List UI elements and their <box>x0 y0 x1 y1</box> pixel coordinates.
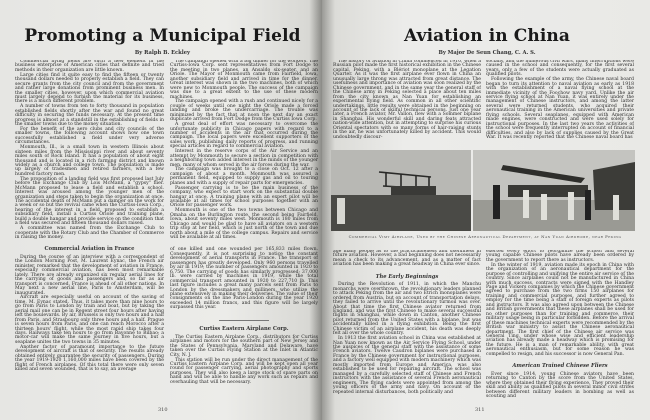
section-heading: Commercial Aviation in France <box>44 246 135 253</box>
photo-caption: Commercial Vimy Airplane, Used by the Chinese Aeronautical Department, at Nan Yuan Airdrome, near Peking <box>348 234 622 239</box>
paragraph: Interest in the reserve corps of the Air Service and an attempt by Monmouth to secure a section in competition with a neighboring town added interest in the minds of the younger men, many of whom served in the air forces during the war. <box>170 149 318 168</box>
page-number: 310 <box>158 407 168 413</box>
divider <box>219 320 269 321</box>
paragraph: Monmouth is one of the two towns between Chicago and Omaha on the Burlington route, the second being Fairfield, Iowa, about seventy miles west. Monmouth is 180 miles from Chicago and would be glad to have all aviators on a western trip stop at her field, which is just north of the town and due north about a mile of the college campus. Repairs and service will be available at all times. <box>170 208 318 241</box>
paragraph: Another factor of paramount importance to the future development of aircraft is that of security. The results already obtained entirely guarantee the security of passengers. During the year 1919-1920 1,160,000 miles have been covered by the flight of French airplanes. Of this total there were only seven killed and seven wounded, that is to say, an average <box>15 344 164 373</box>
section-heading: American Trained Chinese Fliers <box>512 363 608 370</box>
paragraph: During the course of an interview with a correspondent of the London Morning Post, M. Laurent Eynac, the French air minister, remarked that the development of aviation in France, especially commercial aviation, has been most remarkable lately. There are already organized six regular aerial lines for the carrying of goods and passengers and, so far as air transport is concerned, France is ahead of all other nations. In May next a new aerial line, Paris to Amsterdam, will be inaugurated. <box>15 254 164 296</box>
article-title: Promoting a Municipal Field <box>24 26 301 46</box>
paragraph: Ever since 1914, young Chinese aviators have been returning to Canton by the score from the United States, where they obtained their flying experience. They proved their skill and ability as qualified pilots in several minor civil strifes between different military leaders in bombing as well as scouting and <box>486 371 634 399</box>
paragraph: The campaign was brought to a close on Oct. 12 after a campaign of about a month. Monmouth was assured a permanent field, equipped to supply gas and oil to touring planes and with a supply of repair parts for emergencies. <box>170 167 318 186</box>
page-number: 311 <box>475 407 485 413</box>
airplane-photo-right <box>473 150 635 231</box>
paragraph: A number of towns from ten to forty thousand in population established fields shortly after the war and found no great difficulty in securing the funds necessary. At the present time progress is almost at a standstill in the establishing of fields in the smaller towns due to the money situation. <box>15 104 164 128</box>
right-column-1-top <box>333 60 481 147</box>
right-column-2-top <box>486 60 634 147</box>
paragraph: The proposition of a landing field was first proposed last July before the Exchange Club by Lois McMann, a "gypsy" flier. McMann proposed to lease a field and establish a school. Interest was aroused among the younger men of the organization and steps taken to begin the organization at once. The accidental death of McMann put a damper on the work for a week or so but the revival came when the Curtiss-Iowa Corp., hearing of the interest in a field, proposed to establish a subsidiary field, install a Curtiss Oriole and training plane, build a double hangar and provide service on the condition that a field was secured and fifteen thousand dollars raised. <box>15 176 164 227</box>
paragraph: Large cities find it quite easy to find the fifteen or twenty thousand dollars needed to properly establish a field. They can secure grants from the city council and from the government and rather large donations from prominent business men. In the smaller cities, however, upon which commercial aviation must largely depend to furnish the material for its business, there is a much different problem. <box>15 72 164 105</box>
paragraph: The Curtiss Eastern Airplane Corp., distributors for Curtiss airplanes and motors for the southern part of New Jersey and the States of Pennsylvania, Maryland and Delaware, have taken over the Curtiss Flying Station at the Inlet in Atlantic City, N. J. <box>170 334 318 358</box>
right-column-1-bottom <box>333 250 481 408</box>
paragraph: of one killed and one wounded per 165,833 miles flown. Consequently, it is not surprising to notice the constant development of aerial transports in France. The transport of passengers has greatly developed. Only 960 persons travelled by air in 1919; the number of passengers amounted in 1920 to 6,750. The carrying of goods has similarly progressed; 37,000 lb. were carried by machines in 1919, while the total commercial transport amounted in 1920 to 227,710 lb. This last figure includes a great many parcels sent from Paris to London by the dressmakers and milliners, who utilize the plane extensively in making their deliveries. The value of their consignments on the line Paris-London during the year 1920 exceeded 14 million francs, and this figure will be largely surpassed this year. <box>170 247 318 311</box>
right-column-2-bottom <box>486 250 634 408</box>
left-column-2 <box>170 60 318 406</box>
paragraph: Monmouth, Ill., is a small town in western Illinois about sixteen miles from the Mississippi river and about seventy miles south of Rock Island. It has a population of about eight thousand and is located in a rich farming district and known widely as a church and college town. The population is made up largely of tradesmen and retired farmers, with a few hundred factory men. <box>15 145 164 177</box>
paragraph: age many people as to the practicableness and usefulness in future aviation. However, a bad beginning does not necessarily mean a check to its advancement, and as a matter of fact aviation has been making a great headway in China ever since. <box>333 250 481 268</box>
section-heading: Curtiss Eastern Airplane Corp. <box>199 326 289 333</box>
paragraph: A great deal of effort was necessary to overcome the unfortunate publicity in Chicago papers with regard to a number of accidents in the air that occurred during the campaign. The local papers were excellent supporters of the sales work, publishing daily reports of progress, and running special articles in regard to commercial aviation. <box>170 122 318 150</box>
left-column-1 <box>15 60 164 410</box>
paragraph: The campaign opened with a rush and continued nicely for a couple of weeks until one night the Oriole made a forced landing and broke the undercarriage. The trouble was minimized by the fact that at noon the next day an exact duplicate arrived from Fort Dodge from the Curtiss Iowa Corp. <box>170 99 318 123</box>
paragraph: A committee was named from the Exchange Club to cooperate with the Rotary Club and the Chamber of Commerce in raising the money. <box>15 226 164 241</box>
left-page <box>0 0 322 420</box>
paragraph: Following the example of the army, the Chinese naval board began to turn its attention to naval aviation as early as 1918 with the establishment of a naval flying school at the immediate vicinity of the Foochow navy yard. Unlike the air service flying school at Nan Yuan, it was entirely under the management of Chinese instructors, and among the latter several were returned students, who acquired their aeronautical training in the American universities and private flying schools. Several seaplanes, equipped with American made engines, were constructed and were used solely for instructional purposes. In the last two years the activities of the school were frequently interrupted on account of financial difficulties, and also by lack of supplies caused by the Great War. It was recently reported that the Chinese naval board has <box>486 77 634 141</box>
paragraph: Aircraft are especially useful on account of the saving of time, M. Eynac stated. Thus, it takes more than nine hours to go from Paris to London by train and boat, but by taking the aerial mail one can be in Regent street four hours after having left the boulevards. By air, Brussels is only two hours and a half from Paris, and Strasbourg only three hours and a half. Prague is seven hours from Paris, and one can reach Morocco after a thirteen hours' flight, while the most rapid ship takes four days. Railways take ten hours to go from Bayonne to Bilbao; a motor-car will make the same journey in five hours, but a seaplane unites the two towns in 35 minutes. <box>15 295 164 345</box>
paragraph: socially, and the numerous civil wars, many interruptions were caused in the school and consequently, for the first several years, only a few of the students were actually graduated as qualified pilots. <box>486 60 634 78</box>
paragraph: The campaign opened with a big dinner for the workers. The Curtiss-Iowa Corp. sent representatives from Fort Dodge to the meeting in two planes, an Ansaldo six-seater, and an Oriole. The Mayor of Monmouth came from Fairfield, Iowa, another subsidiary field and arrived in time for the dinner. Great interest was shown in the two machines, both of which were new to Monmouth people. The success of the campaign was due to a great extent to the use of these modern machines. <box>170 60 318 100</box>
paragraph: For the benefit of the aero clubs and city councils of the smaller towns, the following account shows how one town successfully established a field under very adverse circumstances. <box>15 126 164 146</box>
byline: By Major De Seun Chang, C. A. S. <box>438 50 536 56</box>
airplane-photo-left <box>331 150 471 231</box>
paragraph: exerted every effort to reorganize the school and several young capable Chinese pilots have already been ordered by the government to report there as instructors. <box>486 250 634 263</box>
paragraph: This station will be run under the direct management of the Curtiss Eastern Airplane Corp. and will be kept open all year round for passenger carrying, aerial photography and sports purposes. They will also keep a large stock of spare parts on hand and will be able to handle any work such as repairs and overhauling that will be necessary. <box>170 357 318 385</box>
article-title: Aviation in China <box>404 26 570 46</box>
paragraph: Passenger carrying is to be the main business of the company, who expect to start work on the substantial double hangar at once. A training plane with an expert pilot will be available at all times for school purposes together with an Oriole for passenger work. <box>170 185 318 209</box>
section-heading: The Early Beginnings <box>375 273 439 280</box>
paragraph: In 1913 the first aviation school in China was established at Nan Yuan now known as the Air Service Flying School, under the auspices of the general staff with the assistance of some French aviators. Twelve Caudron biplanes were purchased in France by the Chinese government for instructional purposes, and a factory well equipped with modern machinery which was mostly imported from Europe and America, was also established to be used for repairing aircraft. The school was managed by a carefully selected staff of Chinese and French instructors with the assistance of several French aeronautical engineers. The flying cadets were appointed from among the young officers of the army and navy. On account of the repeated internal disturbances, both politically and <box>333 336 481 395</box>
byline: By Ralph B. Eckley <box>134 50 191 56</box>
paragraph: The history of aviation in China commenced in 1910, when a Russian pilot made the first historical exhibition in the Chinese capital, Peking, with a Blériot monoplane at the Legation Quarter. As it was the first airplane ever flown in China an unusually large throng was attracted from great distance. The usefulness and importance of aviation was soon realized by the Chinese government, and in the same year the general staff of the Chinese army in Peking selected a place about ten miles from the city known as Nan Yuan for establishing an experimental flying field. As common in all other scientific undertakings, little results were obtained in the beginning on account of the lack of skilful technical persons. Just one year later, a French aviator, Mr. Vallon, flew with a Sommer biplane in Shanghai. His wonderful skill and daring feats attracted nation-wide attention, but in attempting to surprise his curious Oriental spectators with so many forms of hair-raising stunts in the air, he was unfortunately killed by accident. This would undoubtedly discour- <box>333 60 481 140</box>
paragraph: During the Revolution of 1911, in which the Manchu monarchs were overthrown, the revolutionary leaders planned to attack Peking from the air and two Etrich monoplanes were ordered from Austria, but on account of transportation delays, they failed to arrive until the revolutionary turmoil was over. About that time the first Chinese aviator returned from England, and was the first Chinese to make several successful flights in Shanghai, while down in Canton, another Chinese pilot returned from the United States with a biplane, but was accidentally killed in a flying exhibition. Being the first Chinese victim of an airplane accident, his death was deeply felt all over the whole country. <box>333 282 481 337</box>
paragraph: Commercial flying fields are such a new element in the business enterprise of American cities that definite and tried methods in their organization are little known. <box>15 60 164 73</box>
paragraph: In the winter of 1919, aviation made its epoch in China with the organization of an aeronautical department for the purpose of controlling and unifying the entire air service of the country. Since airplanes could not be manufactured in China with much success, contracts were signed with the Handley Page and Vickers companies by which the Chinese government agreed to purchase from the two firms 150 airplanes for training and commercial purposes, and further agreed to employ for the time being a staff of foreign experts as pilots and instructors. It was also agreed upon between the Chinese and British governments that these airplanes shall be used for no other purposes than for training and commerce, their military usage being in particular forbidden. Before the arrival of these machines technical experts were recommended by the British war ministry to assist the Chinese aeronautical department. The first chief of the Chinese air service was General Ting, under whose wise and efficient leadership aviation has already made a headway which is promising for the future. He is a man of remarkable ability, with great aeronautical enthusiasm, but for some reason he was compelled to resign, and his successor is now General Pan. <box>486 262 634 357</box>
